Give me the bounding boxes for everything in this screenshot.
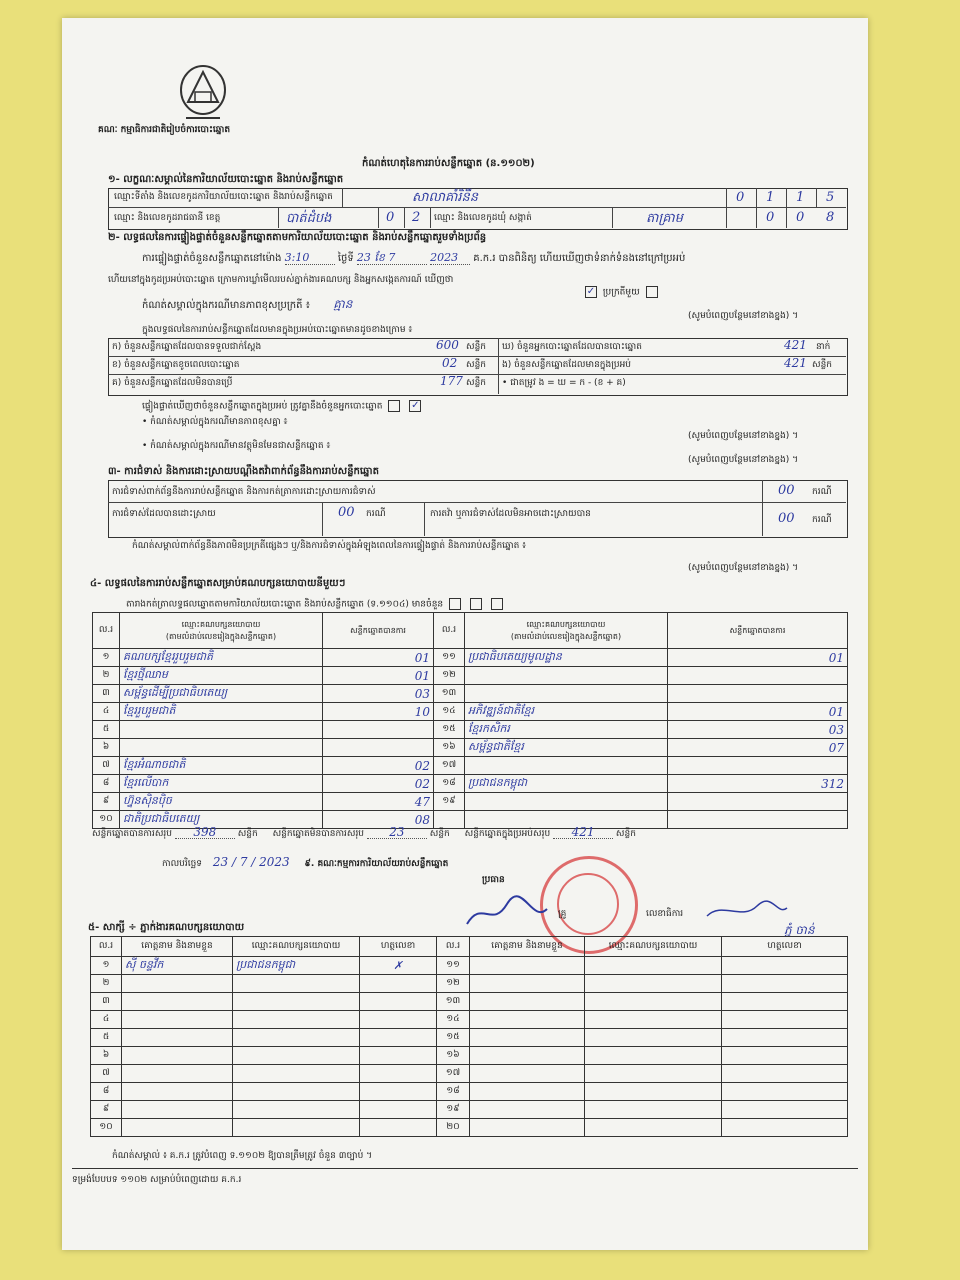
results-intro: ក្នុងលទ្ធផលនៃការរាប់សន្លឹកឆ្នោតដែលមានក្នុងប្រអប់បោះឆ្នោតមានដូចខាងក្រោម ៖ — [142, 325, 413, 335]
w-row-sign-r — [722, 1029, 848, 1047]
w-row-sign-r — [722, 1083, 848, 1101]
row-votes-r — [668, 793, 848, 811]
w-row-party — [233, 1101, 360, 1119]
w-row-party-r — [585, 1047, 722, 1065]
normal-label: ប្រក្រតីមួយ — [602, 287, 640, 298]
check-mismatch[interactable]: ✓ — [411, 400, 420, 411]
row-no-r: ១៤ — [434, 703, 465, 721]
row-no: ៦ — [93, 739, 120, 757]
divider — [498, 338, 499, 394]
formula: • ជាតម្រូវ ង = ឃ = ក - (ខ + គ) — [502, 378, 626, 388]
w-col-name: គោត្តនាម និងនាមខ្លួន — [122, 937, 233, 957]
witness-table — [90, 936, 848, 1137]
row-votes: 02 — [323, 775, 434, 793]
w-row-sign-r — [722, 993, 848, 1011]
province-value: បាត់ដំបង — [286, 211, 332, 226]
w-row-sign-r — [722, 957, 848, 975]
w-row-name-r — [470, 1011, 585, 1029]
verify-line — [142, 252, 685, 265]
compare-line — [142, 400, 424, 413]
row-votes — [323, 739, 434, 757]
w-row-sign — [360, 1065, 437, 1083]
chair-label: ប្រធាន — [482, 875, 505, 885]
total-box-label: សន្លឹកឆ្នោតក្នុងប្រអប់សរុប — [464, 829, 551, 839]
row-party-r — [465, 793, 668, 811]
row-votes: 08 — [323, 811, 434, 829]
row-votes-r — [668, 757, 848, 775]
objection-label: ការជំទាស់ពាក់ព័ន្ធនឹងការរាប់សន្លឹកឆ្នោត និងការកត់ត្រាការដោះស្រាយការជំទាស់ — [112, 487, 376, 497]
fill-hint-3: (សូមបំពេញបន្ថែមនៅខាងខ្នង) ។ — [688, 455, 799, 465]
verify-line2: ហើយនៅក្នុងកូដប្រអប់បោះឆ្នោត ក្រោមការឃ្លាំមើលរបស់ភ្នាក់ងារគណបក្ស និងអ្នកសង្កេតការណ៍ ឃើញថា — [108, 275, 454, 285]
divider — [342, 188, 343, 208]
verify-suffix: គ.ក.រ បានពិនិត្យ ហើយឃើញថាទំនាក់ទំនងនៅក្រៅប្រអប់ — [473, 253, 686, 264]
total-invalid-unit: សន្លឹក — [429, 829, 450, 839]
w-row-sign: ✗ — [360, 957, 437, 975]
w-row-name-r — [470, 1065, 585, 1083]
row-votes: 01 — [323, 667, 434, 685]
row-no-r: ១៣ — [434, 685, 465, 703]
row-votes-r: 01 — [668, 649, 848, 667]
w-row-name — [122, 993, 233, 1011]
verify-prefix: ការផ្ទៀងផ្ទាត់ចំនួនសន្លឹកឆ្នោតនៅម៉ោង — [142, 253, 282, 264]
row-no: ៣ — [93, 685, 120, 703]
w-row-party-r — [585, 1029, 722, 1047]
row-party-r: ខ្មែរកសិករ — [465, 721, 668, 739]
row-party: ខ្មែរលើបាក — [120, 775, 323, 793]
section4-intro — [126, 598, 506, 611]
w-row-no: ១០ — [91, 1119, 122, 1137]
row-party: សម្ព័ន្ធដើម្បីប្រជាធិបតេយ្យ — [120, 685, 323, 703]
station-code-0: 0 — [736, 190, 745, 205]
footnote: កំណត់សម្គាល់ ៖ គ.ក.រ ត្រូវបំពេញ ទ.១១០២ ឱ្យបានត្រឹមត្រូវ ចំនួន ៣ច្បាប់ ។ — [112, 1151, 373, 1161]
w-row-name-r — [470, 957, 585, 975]
intro-text: តារាងកត់ត្រាលទ្ធផលឆ្នោតតាមការិយាល័យបោះឆ្នោត និងរាប់សន្លឹកឆ្នោត (ទ.១១០៤) មានចំនួន — [126, 599, 444, 610]
table-row — [93, 649, 848, 667]
w-col-party-r: ឈ្មោះគណបក្សនយោបាយ — [585, 937, 722, 957]
row-votes-r — [668, 667, 848, 685]
w-row-party — [233, 1119, 360, 1137]
commune-code-1: 0 — [796, 210, 805, 225]
divider — [726, 188, 727, 228]
w-row-name — [122, 1047, 233, 1065]
w-row-party — [233, 1047, 360, 1065]
w-col-sign: ហត្ថលេខា — [360, 937, 437, 957]
ballot-b-label: ខ) ចំនួនសន្លឹកឆ្នោតខូចពេលបោះឆ្នោត — [112, 360, 240, 370]
w-row-sign-r — [722, 1047, 848, 1065]
ballot-a-value: 600 — [436, 338, 459, 352]
sheet-box-2[interactable] — [470, 598, 482, 610]
divider — [378, 208, 379, 228]
row-party-r: ប្រជាជនកម្ពុជា — [465, 775, 668, 793]
row-no-r: ១៧ — [434, 757, 465, 775]
w-col-no-r: ល.រ — [437, 937, 470, 957]
w-row-no-r: ១៨ — [437, 1083, 470, 1101]
w-row-sign-r — [722, 975, 848, 993]
total-valid-unit: សន្លឹក — [237, 829, 258, 839]
objection-unit: ករណី — [812, 487, 832, 497]
row-votes: 01 — [323, 649, 434, 667]
table-row — [91, 957, 848, 975]
secretary-signature — [702, 896, 792, 926]
totals-row — [92, 826, 636, 840]
w-row-name-r — [470, 1101, 585, 1119]
check-normal[interactable]: ✓ — [586, 286, 596, 297]
committee-title: ៩. គណៈកម្មការការិយាល័យរាប់សន្លឹកឆ្នោត — [304, 859, 449, 869]
w-row-no-r: ១៧ — [437, 1065, 470, 1083]
row-votes: 02 — [323, 757, 434, 775]
row-votes-r — [668, 811, 848, 829]
row-no-r: ១៩ — [434, 793, 465, 811]
w-row-sign — [360, 1029, 437, 1047]
ballot-count-form — [62, 18, 868, 1250]
w-row-party-r — [585, 1011, 722, 1029]
w-row-name — [122, 1119, 233, 1137]
w-row-name — [122, 1065, 233, 1083]
unresolved-unit: ករណី — [812, 515, 832, 525]
ballot-d-unit: នាក់ — [816, 342, 831, 352]
table-row — [91, 1083, 848, 1101]
w-row-no-r: ១១ — [437, 957, 470, 975]
w-row-no: ២ — [91, 975, 122, 993]
ballot-a-unit: សន្លឹក — [466, 342, 486, 352]
col-party-r — [465, 613, 668, 649]
w-row-no: ៩ — [91, 1101, 122, 1119]
normal-check — [582, 286, 661, 299]
table-row — [91, 993, 848, 1011]
w-col-no: ល.រ — [91, 937, 122, 957]
row-party — [120, 721, 323, 739]
station-label: ឈ្មោះទីតាំង និងលេខកូដការិយាល័យបោះឆ្នោត និងរាប់សន្លឹកឆ្នោត — [114, 192, 333, 202]
ballot-c-label: គ) ចំនួនសន្លឹកឆ្នោតដែលមិនបានប្រើ — [112, 378, 233, 388]
party-results-table — [92, 612, 848, 829]
day-label: ថ្ងៃទី — [337, 253, 354, 264]
w-row-sign-r — [722, 1065, 848, 1083]
note3: • កំណត់សម្គាល់ក្នុងករណីមានវត្ថុមិនមែនជាសន្លឹកឆ្នោត ៖ — [142, 441, 331, 451]
w-row-no: ៥ — [91, 1029, 122, 1047]
w-row-party-r — [585, 1101, 722, 1119]
w-row-sign — [360, 975, 437, 993]
note2: • កំណត់សម្គាល់ក្នុងករណីមានភាពខុសគ្នា ៖ — [142, 417, 288, 427]
w-row-no-r: ១៤ — [437, 1011, 470, 1029]
w-row-no: ៧ — [91, 1065, 122, 1083]
w-row-party-r — [585, 1065, 722, 1083]
w-row-no: ៨ — [91, 1083, 122, 1101]
ballot-b-unit: សន្លឹក — [466, 360, 486, 370]
row-votes-r — [668, 685, 848, 703]
divider — [404, 208, 405, 228]
w-row-name-r — [470, 1029, 585, 1047]
row-party-r — [465, 757, 668, 775]
table-row — [91, 1101, 848, 1119]
w-row-party-r — [585, 975, 722, 993]
w-row-name — [122, 1029, 233, 1047]
w-row-party-r — [585, 993, 722, 1011]
commune-code-0: 0 — [766, 210, 775, 225]
table-row — [93, 757, 848, 775]
col-party-title-r: ឈ្មោះគណបក្សនយោបាយ — [526, 619, 606, 629]
ballot-e-value: 421 — [784, 356, 807, 370]
w-row-name — [122, 1083, 233, 1101]
form-code: ទម្រង់បែបបទ ១១០២ សម្រាប់បំពេញដោយ គ.ក.រ — [72, 1175, 242, 1185]
emblem-icon — [178, 62, 228, 124]
w-row-no: ៤ — [91, 1011, 122, 1029]
ballot-d-value: 421 — [784, 338, 807, 352]
row-votes-r: 07 — [668, 739, 848, 757]
note-label: កំណត់សម្គាល់ក្នុងករណីមានភាពខុសប្រក្រតី ៖ — [142, 300, 311, 311]
row-no: ២ — [93, 667, 120, 685]
commune-code-2: 8 — [826, 210, 835, 225]
w-row-party-r — [585, 1119, 722, 1137]
unresolved-value: 00 — [778, 511, 795, 526]
w-row-name-r — [470, 1083, 585, 1101]
col-party — [120, 613, 323, 649]
w-row-party — [233, 1065, 360, 1083]
table-row — [93, 775, 848, 793]
station-value: សាលាគាំរិនឺន — [412, 190, 479, 205]
sheet-box-3[interactable] — [491, 598, 503, 610]
objection-note: កំណត់សម្គាល់ពាក់ព័ន្ធនឹងភាពមិនប្រក្រតីផ្សេងៗ ឬ/និងការជំទាស់ក្នុងអំឡុងពេលនៃការផ្ទៀងផ្ទាត់ និងការរាប់សន្លឹកឆ្នោត ៖ — [132, 541, 527, 551]
row-no: ៤ — [93, 703, 120, 721]
table-row — [91, 1065, 848, 1083]
w-row-name-r — [470, 993, 585, 1011]
note-value: គ្មាន — [333, 297, 353, 311]
w-row-party: ប្រជាជនកម្ពុជា — [233, 957, 360, 975]
w-row-party — [233, 1083, 360, 1101]
ballot-e-label: ង) ចំនួនសន្លឹកឆ្នោតដែលមានក្នុងប្រអប់ — [502, 360, 632, 370]
divider — [756, 188, 757, 228]
row-no: ៧ — [93, 757, 120, 775]
w-row-no: ១ — [91, 957, 122, 975]
row-party — [120, 739, 323, 757]
divider — [430, 208, 431, 228]
divider — [762, 480, 763, 536]
col-votes: សន្លឹកឆ្នោតបានការ — [323, 613, 434, 649]
row-no: ១០ — [93, 811, 120, 829]
divider — [278, 208, 279, 228]
w-row-name — [122, 1101, 233, 1119]
table-row — [91, 1047, 848, 1065]
section5-title: ៥- សាក្សី ÷ ភ្នាក់ងារគណបក្សនយោបាយ — [88, 922, 245, 933]
table-row — [91, 1029, 848, 1047]
w-row-sign — [360, 1011, 437, 1029]
row-party: ជាតិប្រជាធិបតេយ្យ — [120, 811, 323, 829]
check-abnormal[interactable] — [646, 286, 658, 298]
row-votes-r: 03 — [668, 721, 848, 739]
w-row-party-r — [585, 957, 722, 975]
w-row-sign — [360, 1047, 437, 1065]
w-row-party-r — [585, 1083, 722, 1101]
table-row — [91, 975, 848, 993]
secretary-name: ភ្នំ ចាន់ — [784, 923, 815, 937]
province-label: ឈ្មោះ និងលេខកូដរាជធានី ខេត្ត — [114, 213, 221, 223]
w-row-party — [233, 975, 360, 993]
verify-year: 2023 — [430, 252, 470, 265]
section1-title: ១- លក្ខណៈសម្គាល់នៃការិយាល័យបោះឆ្នោត និងរាប់សន្លឹកឆ្នោត — [108, 174, 344, 185]
w-row-no-r: ១៣ — [437, 993, 470, 1011]
note-line — [142, 298, 352, 312]
w-row-name — [122, 1011, 233, 1029]
row-party: គណបក្សខ្មែររួបរួមជាតិ — [120, 649, 323, 667]
check-match[interactable] — [388, 400, 400, 412]
table-row — [93, 667, 848, 685]
province-code-0: 0 — [386, 210, 395, 225]
col-votes-r: សន្លឹកឆ្នោតបានការ — [668, 613, 848, 649]
table-row — [93, 703, 848, 721]
fill-hint-2: (សូមបំពេញបន្ថែមនៅខាងខ្នង) ។ — [688, 431, 799, 441]
ballot-c-value: 177 — [440, 374, 463, 388]
total-box-value: 421 — [553, 826, 613, 839]
sheet-box-1[interactable] — [449, 598, 461, 610]
row-no-r: ១៦ — [434, 739, 465, 757]
ballot-d-label: ឃ) ចំនួនអ្នកបោះឆ្នោតដែលបានបោះឆ្នោត — [502, 342, 642, 352]
date-line — [162, 856, 448, 870]
table-row — [93, 721, 848, 739]
divider — [816, 188, 817, 208]
row-no: ៩ — [93, 793, 120, 811]
row-no: ៨ — [93, 775, 120, 793]
w-row-sign — [360, 1119, 437, 1137]
compare-text: ផ្ទៀងផ្ទាត់ឃើញថាចំនួនសន្លឹកឆ្នោតក្នុងប្រអប់ ត្រូវគ្នានឹងចំនួនអ្នកបោះឆ្នោត — [142, 401, 383, 412]
w-row-name-r — [470, 1119, 585, 1137]
w-row-party — [233, 1011, 360, 1029]
ballot-a-label: ក) ចំនួនសន្លឹកឆ្នោតដែលបានទទួលជាក់ស្តែង — [112, 342, 262, 352]
row-party: ខ្មែររួបរួមជាតិ — [120, 703, 323, 721]
station-code-1: 1 — [766, 190, 775, 205]
commune-value: តាគ្រាម — [646, 211, 683, 226]
row-votes: 03 — [323, 685, 434, 703]
w-row-no-r: ១៥ — [437, 1029, 470, 1047]
row-no: ៥ — [93, 721, 120, 739]
org-name: គណៈ កម្មាធិការជាតិរៀបចំការបោះឆ្នោត — [98, 125, 231, 135]
commune-label: ឈ្មោះ និងលេខកូដឃុំ សង្កាត់ — [434, 213, 532, 223]
objection-value: 00 — [778, 483, 795, 498]
total-valid-label: សន្លឹកឆ្នោតបានការសរុប — [92, 829, 172, 839]
divider — [108, 502, 846, 503]
row-no-r: ១១ — [434, 649, 465, 667]
w-row-sign — [360, 1101, 437, 1119]
w-row-sign — [360, 1083, 437, 1101]
form-title: កំណត់ហេតុនៃការរាប់សន្លឹកឆ្នោត (ន.១១០២) — [362, 158, 535, 169]
table-row — [93, 739, 848, 757]
col-party-sub-r: (តាមលំដាប់លេខរៀងក្នុងសន្លឹកឆ្នោត) — [510, 631, 622, 641]
row-party: ខ្មែរអំណាចជាតិ — [120, 757, 323, 775]
w-row-no: ៦ — [91, 1047, 122, 1065]
total-invalid-label: សន្លឹកឆ្នោតមិនបានការសរុប — [272, 829, 365, 839]
w-row-no-r: ១២ — [437, 975, 470, 993]
row-party-r: ប្រជាធិបតេយ្យមូលដ្ឋាន — [465, 649, 668, 667]
w-row-name: ស៊ី ចន្ទវីក — [122, 957, 233, 975]
w-row-name-r — [470, 1047, 585, 1065]
row-votes — [323, 721, 434, 739]
verify-time: 3:10 — [285, 252, 335, 265]
w-row-sign — [360, 993, 437, 1011]
col-no-r: ល.រ — [434, 613, 465, 649]
row-no-r: ១៥ — [434, 721, 465, 739]
total-valid-value: 398 — [175, 826, 235, 839]
total-invalid-value: 23 — [367, 826, 427, 839]
ballot-c-unit: សន្លឹក — [466, 378, 486, 388]
row-votes: 10 — [323, 703, 434, 721]
divider — [322, 502, 323, 536]
row-no-r: ១៨ — [434, 775, 465, 793]
table-row — [93, 685, 848, 703]
row-party-r: អភិវឌ្ឍន៍ជាតិខ្មែរ — [465, 703, 668, 721]
col-party-title: ឈ្មោះគណបក្សនយោបាយ — [181, 619, 261, 629]
section4-title: ៤- លទ្ធផលនៃការរាប់សន្លឹកឆ្នោតសម្រាប់គណបក្សនយោបាយនីមួយៗ — [90, 578, 346, 589]
secretary-label: លេខាធិការ — [646, 909, 684, 919]
w-col-name-r: គោត្តនាម និងនាមខ្លួន — [470, 937, 585, 957]
divider — [108, 374, 846, 375]
w-row-name-r — [470, 975, 585, 993]
w-row-sign-r — [722, 1011, 848, 1029]
fill-hint-4: (សូមបំពេញបន្ថែមនៅខាងខ្នង) ។ — [688, 563, 799, 573]
row-party-r — [465, 667, 668, 685]
station-code-2: 1 — [796, 190, 805, 205]
divider — [108, 356, 846, 357]
w-row-party — [233, 1029, 360, 1047]
resolved-unit: ករណី — [366, 509, 386, 519]
member-label: គ្រូ — [558, 909, 567, 919]
divider — [612, 208, 613, 228]
w-row-name — [122, 975, 233, 993]
row-no-r: ១២ — [434, 667, 465, 685]
chair-signature — [462, 894, 552, 934]
table-row — [91, 1011, 848, 1029]
footer-divider — [72, 1168, 858, 1169]
row-party: ហ្វ៊ុនស៊ិនប៉ិច — [120, 793, 323, 811]
w-row-no: ៣ — [91, 993, 122, 1011]
row-party-r: សម្ព័ន្ធជាតិខ្មែរ — [465, 739, 668, 757]
col-no: ល.រ — [93, 613, 120, 649]
w-row-party — [233, 993, 360, 1011]
fill-hint-1: (សូមបំពេញបន្ថែមនៅខាងខ្នង) ។ — [688, 311, 799, 321]
section2-title: ២- លទ្ធផលនៃការផ្ទៀងផ្ទាត់ចំនួនសន្លឹកឆ្នោតតាមការិយាល័យបោះឆ្នោត និងរាប់សន្លឹកឆ្នោតរួមទាំងប្រព័ន្ធ — [108, 232, 487, 243]
ballot-b-value: 02 — [442, 356, 458, 370]
province-code-1: 2 — [412, 210, 421, 225]
table-row — [93, 793, 848, 811]
w-col-party: ឈ្មោះគណបក្សនយោបាយ — [233, 937, 360, 957]
row-party: ខ្មែរថ្មីឈាម — [120, 667, 323, 685]
divider — [786, 188, 787, 228]
col-party-sub: (តាមលំដាប់លេខរៀងក្នុងសន្លឹកឆ្នោត) — [165, 631, 277, 641]
date-label: កាលបរិច្ឆេទ — [162, 859, 202, 869]
row-votes-r: 312 — [668, 775, 848, 793]
w-row-no-r: ១៦ — [437, 1047, 470, 1065]
total-box-unit: សន្លឹក — [615, 829, 636, 839]
station-code-3: 5 — [826, 190, 835, 205]
resolved-value: 00 — [338, 505, 355, 520]
resolved-label: ការជំទាស់ដែលបានដោះស្រាយ — [112, 509, 216, 519]
row-no: ១ — [93, 649, 120, 667]
row-votes: 47 — [323, 793, 434, 811]
divider — [424, 502, 425, 536]
w-row-sign-r — [722, 1119, 848, 1137]
row-votes-r: 01 — [668, 703, 848, 721]
verify-date: 23 ខែ 7 — [357, 252, 427, 265]
ballot-e-unit: សន្លឹក — [812, 360, 832, 370]
w-col-sign-r: ហត្ថលេខា — [722, 937, 848, 957]
w-row-sign-r — [722, 1101, 848, 1119]
unresolved-label: ការតវ៉ា ឬការជំទាស់ដែលមិនអាចដោះស្រាយបាន — [430, 509, 591, 519]
section3-title: ៣- ការជំទាស់ និងការដោះស្រាយបណ្តឹងតវ៉ាពាក់ព័ន្ធនឹងការរាប់សន្លឹកឆ្នោត — [108, 466, 379, 477]
row-party-r — [465, 685, 668, 703]
date-value: 23 / 7 / 2023 — [212, 855, 290, 869]
table-row — [91, 1119, 848, 1137]
w-row-no-r: ១៩ — [437, 1101, 470, 1119]
w-row-no-r: ២០ — [437, 1119, 470, 1137]
